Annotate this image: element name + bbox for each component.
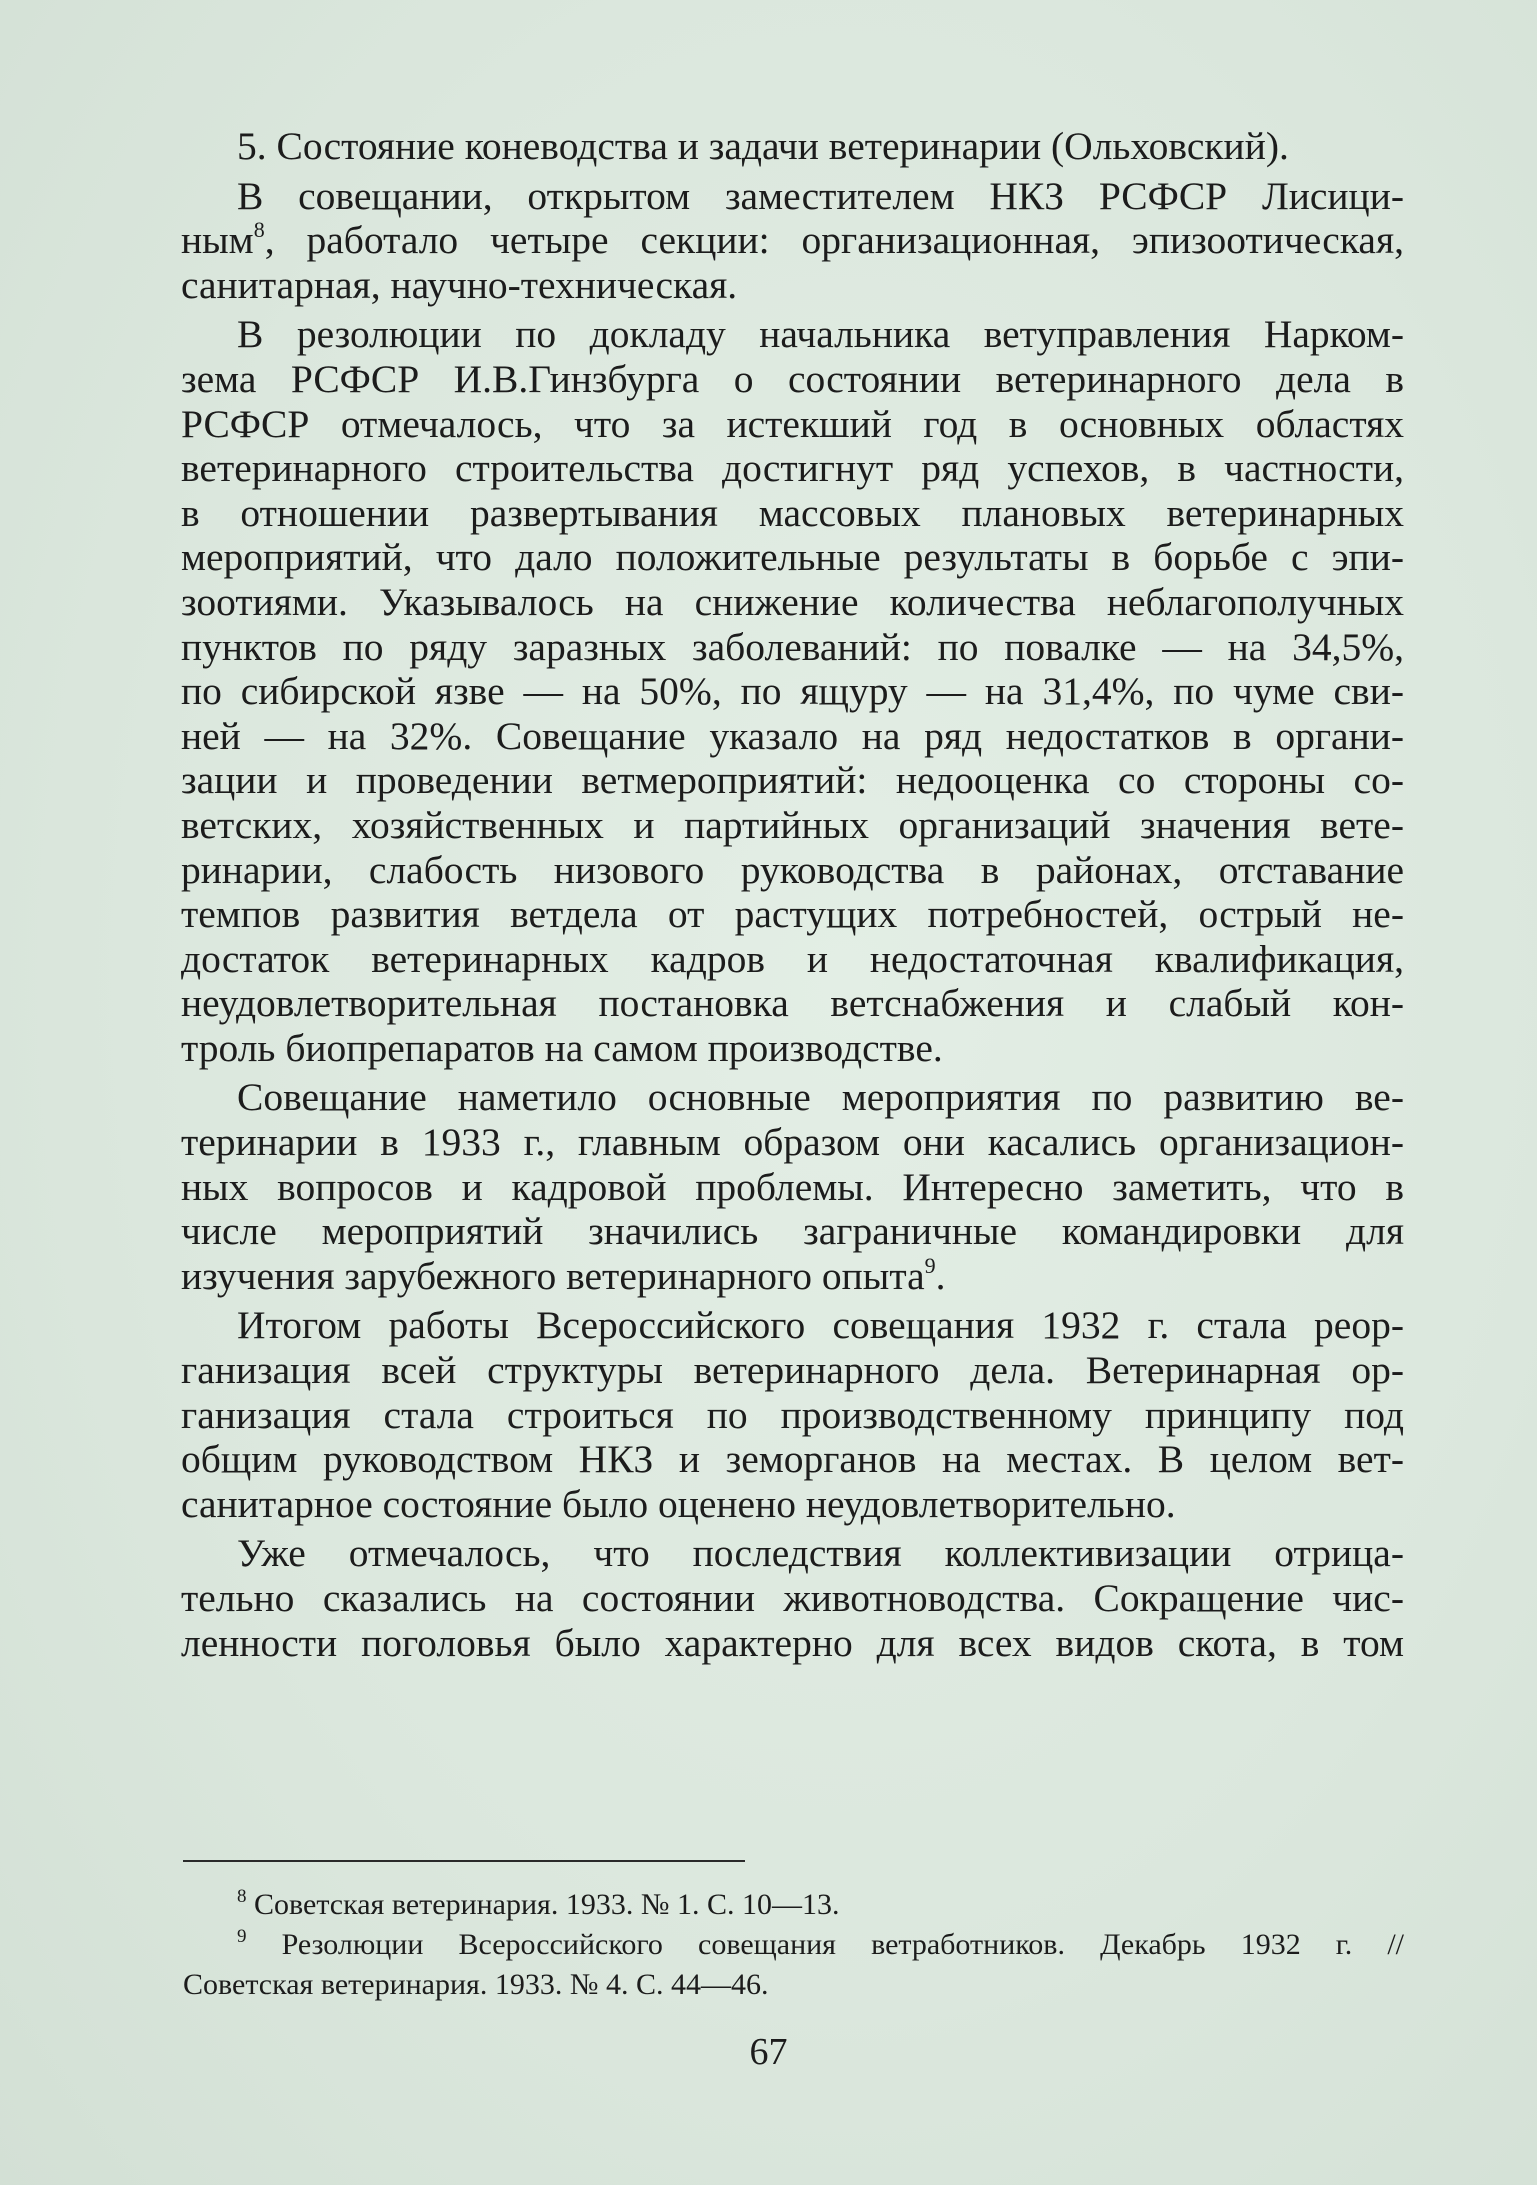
text-line: Итогом работы Всероссийского совещания 1932 г. стала реор- [237, 1303, 1404, 1348]
text-line: ветских, хозяйственных и партийных организаций значения вете- [181, 802, 1404, 847]
text-fragment: изучения зарубежного ветеринарного опыта [181, 1253, 925, 1298]
footnote-9 [183, 1925, 1404, 2005]
text-line: ринарии, слабость низового руководства в районах, отставание [181, 847, 1404, 892]
text-line: ветеринарного строительства достигнут ряд успехов, в частности, [181, 446, 1404, 491]
footnote-divider [183, 1860, 745, 1862]
footnote-text: Резолюции Всероссийского совещания ветработников. Декабрь 1932 г. // [281, 1928, 1404, 1961]
text-line: изучения зарубежного ветеринарного опыта$^9$. [181, 1252, 946, 1298]
text-line: по сибирской язве — на 50%, по ящуру — на 31,4%, по чуме сви- [181, 669, 1404, 714]
text-fragment: работало четыре секции: организационная, эпизоотическая, [306, 218, 1404, 263]
text-line: в отношении развертывания массовых плановых ветеринарных [181, 490, 1404, 535]
paragraph-5 [181, 1303, 1404, 1526]
footnote-line [183, 1925, 1404, 1965]
text-line: Совещание наметило основные мероприятия по развитию ве- [237, 1075, 1404, 1120]
text-line: ганизация стала строиться по производственному принципу под [181, 1392, 1404, 1437]
text-line: 5. Состояние коневодства и задачи ветеринарии (Ольховский). [237, 124, 1289, 168]
footnote-ref-9[interactable]: 9 [924, 1252, 936, 1278]
text-line: пунктов по ряду заразных заболеваний: по повалке — на 34,5%, [181, 624, 1404, 669]
footnote-line [183, 1885, 1404, 1925]
paragraph-4 [181, 1075, 1404, 1298]
text-line: В резолюции по докладу начальника ветуправления Нарком- [237, 312, 1404, 357]
text-line: теринарии в 1933 г., главным образом они касались организацион- [181, 1120, 1404, 1165]
text-fragment: ным [181, 218, 254, 263]
text-line: зоотиями. Указывалось на снижение количества неблагополучных [181, 579, 1404, 624]
text-line: санитарная, научно-техническая. [181, 262, 738, 307]
text-line: РСФСР отмечалось, что за истекший год в основных областях [181, 401, 1404, 446]
text-line: ней — на 32%. Совещание указало на ряд недостатков в органи- [181, 713, 1404, 758]
text-line: ным$^8$, работало четыре секции: организационная, эпизоотическая, [181, 217, 1404, 263]
footnote-number: 8 [237, 1886, 247, 1907]
text-line: зема РСФСР И.В.Гинзбурга о состоянии ветеринарного дела в [181, 356, 1404, 401]
footnotes [183, 1885, 1404, 2005]
paragraph-2 [181, 174, 1404, 308]
text-line: ленности поголовья было характерно для всех видов скота, в том [181, 1620, 1404, 1665]
text-line: зации и проведении ветмероприятий: недооценка со стороны со- [181, 758, 1404, 803]
footnote-number: 9 [237, 1926, 247, 1947]
body-text [181, 124, 1404, 1670]
text-line: числе мероприятий значились заграничные командировки для [181, 1209, 1404, 1254]
footnote-8 [183, 1885, 1404, 1925]
text-line: В совещании, открытом заместителем НКЗ РСФСР Лисици- [237, 173, 1404, 218]
text-line: темпов развития ветдела от растущих потребностей, острый не- [181, 892, 1404, 937]
text-line: санитарное состояние было оценено неудовлетворительно. [181, 1481, 1176, 1526]
paragraph-1 [181, 124, 1404, 169]
footnote-ref-8[interactable]: 8 [253, 217, 265, 243]
text-line: достаток ветеринарных кадров и недостаточная квалификация, [181, 936, 1404, 981]
footnote-line: Советская ветеринария. 1933. № 4. С. 44—46. [183, 1968, 769, 2001]
text-line: общим руководством НКЗ и земорганов на местах. В целом вет- [181, 1437, 1404, 1482]
paragraph-6 [181, 1531, 1404, 1665]
footnote-text: Советская ветеринария. 1933. № 1. С. 10—13. [254, 1888, 840, 1921]
text-line: ганизация всей структуры ветеринарного дела. Ветеринарная ор- [181, 1348, 1404, 1393]
paragraph-3 [181, 312, 1404, 1070]
page-number: 67 [749, 2031, 788, 2073]
text-line: тельно сказались на состоянии животноводства. Сокращение чис- [181, 1576, 1404, 1620]
text-line: ных вопросов и кадровой проблемы. Интересно заметить, что в [181, 1164, 1404, 1209]
text-line: мероприятий, что дало положительные результаты в борьбе с эпи- [181, 535, 1404, 580]
text-line: неудовлетворительная постановка ветснабжения и слабый кон- [181, 981, 1404, 1026]
text-line: Уже отмечалось, что последствия коллективизации отрица- [237, 1531, 1404, 1576]
text-line: троль биопрепаратов на самом производстве. [181, 1025, 943, 1070]
